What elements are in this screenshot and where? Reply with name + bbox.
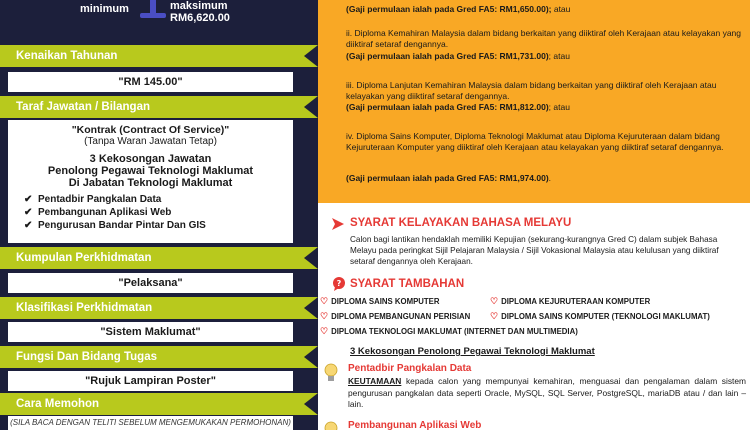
list-item-label: Pentadbir Pangkalan Data	[38, 194, 162, 205]
gaji-line-3	[346, 102, 741, 113]
heading-kenaikan-text: Kenaikan Tahunan	[16, 50, 118, 62]
fungsi-value: "Rujuk Lampiran Poster"	[8, 371, 293, 391]
tambahan-item-label: DIPLOMA PEMBANGUNAN PERISIAN	[331, 312, 471, 321]
pentadbir-body	[348, 376, 746, 411]
heading-cara	[0, 393, 318, 415]
heart-icon: ♡	[490, 296, 499, 306]
list-item	[24, 220, 293, 232]
taraf-line5: Di Jabatan Teknologi Maklumat	[68, 177, 233, 189]
list-item-label: Pengurusan Bandar Pintar Dan GIS	[38, 220, 206, 231]
arrow-icon	[296, 346, 318, 368]
arrow-icon	[296, 96, 318, 118]
tambahan-item-label: DIPLOMA SAINS KOMPUTER (TEKNOLOGI MAKLUMAT)	[501, 312, 710, 321]
arrow-icon	[296, 45, 318, 67]
requirements-section	[318, 203, 750, 430]
klasifikasi-value: "Sistem Maklumat"	[8, 322, 293, 342]
gaji-1-tail: atau	[551, 4, 571, 14]
tambahan-item	[320, 311, 470, 322]
maksimum-label: maksimum	[170, 0, 228, 12]
gaji-line-2	[346, 51, 741, 62]
gaji-4: (Gaji permulaan ialah pada Gred FA5: RM1,974.00)	[346, 173, 549, 183]
cara-note: (SILA BACA DENGAN TELITI SEBELUM MENGEMUKAKAN PERMOHONAN)	[8, 416, 293, 430]
gaji-1: (Gaji permulaan ialah pada Gred FA5: RM1,650.00);	[346, 4, 552, 14]
pentadbir-body-text: kepada calon yang mempunyai kemahiran, menguasai dan pengalaman dalam sistem pengurusan pangkalan data seperti Oracle, MySQL, SQL Server, PostgreSQL, mariaDB atau / dan lain – lain.	[348, 376, 746, 409]
taraf-box	[8, 120, 293, 243]
qual-iv: iv. Diploma Sains Komputer, Diploma Teknologi Maklumat atau Diploma Kejuruteraan dalam bidang Kejuruteraan Komputer yang diiktiraf oleh Kerajaan atau kelayakan yang diiktiraf setaraf dengannya.	[346, 131, 724, 152]
check-icon: ✔	[24, 194, 33, 205]
tambahan-item	[490, 296, 650, 307]
tambahan-title: SYARAT TAMBAHAN	[350, 278, 465, 290]
minimum-label: minimum	[80, 3, 129, 15]
gaji-line-1	[346, 4, 741, 15]
gaji-line-4	[346, 173, 741, 184]
keutamaan-label: KEUTAMAAN	[348, 376, 402, 386]
tambahan-item-label: DIPLOMA TEKNOLOGI MAKLUMAT (INTERNET DAN MULTIMEDIA)	[331, 327, 578, 336]
heading-kenaikan	[0, 45, 318, 67]
taraf-line4: Penolong Pegawai Teknologi Maklumat	[47, 165, 254, 177]
tambahan-item-label: DIPLOMA SAINS KOMPUTER	[331, 297, 440, 306]
check-icon: ✔	[24, 220, 33, 231]
list-item	[24, 207, 293, 219]
arrow-icon	[296, 247, 318, 269]
tambahan-item	[320, 296, 440, 307]
speech-bubble-icon	[332, 277, 346, 291]
arrow-icon	[296, 393, 318, 415]
salary-max: RM6,620.00	[170, 12, 230, 24]
heading-taraf-text: Taraf Jawatan / Bilangan	[16, 101, 150, 113]
tambahan-item	[490, 311, 710, 322]
tambahan-item-label: DIPLOMA KEJURUTERAAN KOMPUTER	[501, 297, 651, 306]
arrow-right-icon	[332, 218, 344, 230]
scale-base-icon	[140, 13, 166, 18]
pentadbir-title: Pentadbir Pangkalan Data	[348, 363, 472, 374]
list-item	[24, 194, 293, 206]
taraf-line1: "Kontrak (Contract Of Service)"	[71, 124, 230, 136]
left-panel	[0, 0, 318, 430]
kenaikan-value: "RM 145.00"	[8, 72, 293, 92]
gaji-4-tail: .	[548, 173, 552, 183]
arrow-icon	[296, 297, 318, 319]
heart-icon: ♡	[320, 311, 329, 321]
gaji-3-tail: ; atau	[548, 102, 570, 112]
kumpulan-value: "Pelaksana"	[8, 273, 293, 293]
bahasa-body: Calon bagi lantikan hendaklah memiliki Kepujian (sekurang-kurangnya Gred C) dalam subjek Bahasa Melayu pada peringkat Sijil Pelajaran Malaysia / Sijil Vokasional Malaysia atau kelulusan yang diiktiraf setaraf dengannya oleh Kerajaan.	[350, 235, 719, 266]
gaji-2-tail: ; atau	[548, 51, 570, 61]
lightbulb-icon	[324, 363, 338, 383]
taraf-line3: 3 Kekosongan Jawatan	[89, 153, 212, 165]
salary-range	[0, 0, 318, 30]
qualification-box	[318, 0, 750, 203]
heading-klasifikasi-text: Klasifikasi Perkhidmatan	[16, 302, 153, 314]
qual-ii: ii. Diploma Kemahiran Malaysia dalam bidang berkaitan yang diiktiraf oleh Kerajaan atau kelayakan yang diiktiraf setaraf dengannya.	[346, 28, 742, 49]
tambahan-item	[320, 326, 578, 337]
heart-icon: ♡	[320, 326, 329, 336]
bahasa-title: SYARAT KELAYAKAN BAHASA MELAYU	[350, 217, 572, 229]
list-item-label: Pembangunan Aplikasi Web	[38, 207, 172, 218]
kekosongan-heading: 3 Kekosongan Penolong Pegawai Teknologi Maklumat	[350, 346, 595, 357]
heading-fungsi	[0, 346, 318, 368]
heading-kumpulan	[0, 247, 318, 269]
gaji-3: (Gaji permulaan ialah pada Gred FA5: RM1,812.00)	[346, 102, 549, 112]
scale-pin-icon	[150, 0, 156, 14]
taraf-list	[8, 194, 293, 232]
heading-klasifikasi	[0, 297, 318, 319]
taraf-line2: (Tanpa Waran Jawatan Tetap)	[84, 136, 217, 147]
qual-iii: iii. Diploma Lanjutan Kemahiran Malaysia dalam bidang berkaitan yang diiktiraf oleh Kerajaan atau kelayakan yang diiktiraf setaraf dengannya.	[346, 80, 717, 101]
heading-cara-text: Cara Memohon	[16, 398, 100, 410]
heading-taraf	[0, 96, 318, 118]
pembangunan-title: Pembangunan Aplikasi Web	[348, 420, 482, 430]
heart-icon: ♡	[490, 311, 499, 321]
heading-kumpulan-text: Kumpulan Perkhidmatan	[16, 252, 152, 264]
lightbulb-icon	[324, 421, 338, 430]
check-icon: ✔	[24, 207, 33, 218]
svg-text:?: ?	[336, 279, 342, 288]
heading-fungsi-text: Fungsi Dan Bidang Tugas	[16, 351, 157, 363]
heart-icon: ♡	[320, 296, 329, 306]
gaji-2: (Gaji permulaan ialah pada Gred FA5: RM1,731.00)	[346, 51, 549, 61]
